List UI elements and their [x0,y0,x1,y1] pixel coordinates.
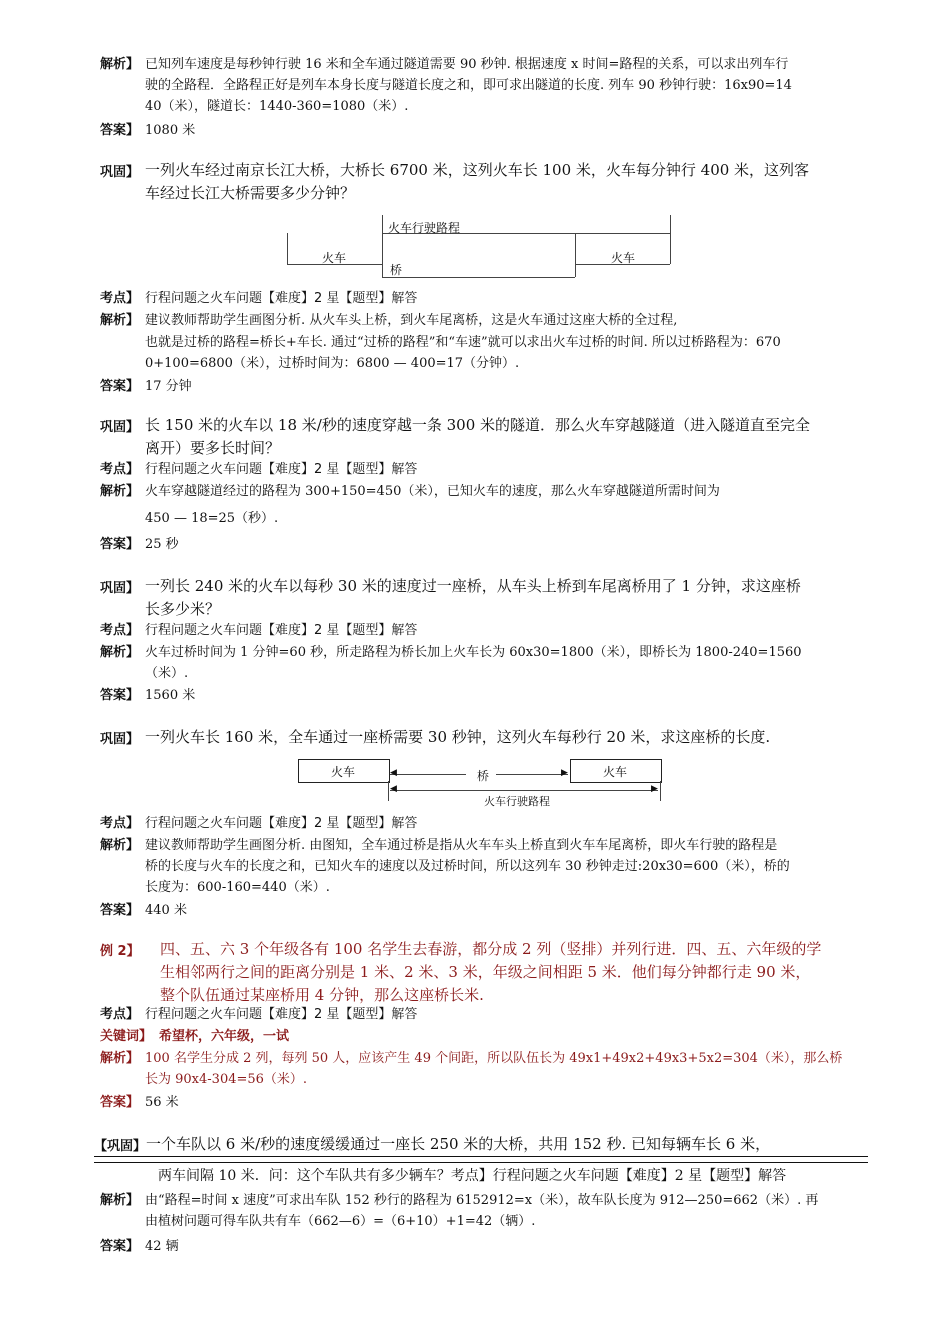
question-block [100,726,872,749]
question-line: 一列长 240 米的火车以每秒 30 米的速度过一座桥，从车头上桥到车尾离桥用了 1 分钟，求这座桥 [145,577,801,595]
answer-text: 1080 米 [145,123,196,138]
answer-label: 答案】 [100,123,140,138]
bridge-label: 桥 [390,263,403,277]
answer-label: 答案】 [100,1095,140,1110]
question-block [100,575,872,621]
bridge-arrow-left [390,774,466,775]
analysis-block [100,54,872,117]
analysis-line: 长为 90x4-304=56（米）. [145,1072,308,1087]
analysis-line: 火车穿越隧道经过的路程为 300+150=450（米），已知火车的速度，那么火车穿越隧道所需时间为 [145,484,720,499]
topic-text: 行程问题之火车问题【难度】2 星【题型】解答 [145,816,418,831]
analysis-block [100,835,872,898]
train-left-label: 火车 [331,765,356,779]
keywords-label: 关键词】 [100,1029,153,1044]
analysis-line: 火车过桥时间为 1 分钟=60 秒，所走路程为桥长加上火车长为 60x30=1800（米），即桥长为 1800-240=1560 [145,645,802,660]
analysis-block [100,481,872,529]
answer-text: 56 米 [145,1095,179,1110]
topic-label: 考点】 [100,623,140,638]
question-line: 长 150 米的火车以 18 米/秒的速度穿越一条 300 米的隧道．那么火车穿越隧道（进入隧道直至完全 [145,416,811,434]
train-right-label: 火车 [603,765,628,779]
analysis-line: 0+100=6800（米），过桥时间为：6800 — 400=17（分钟）. [145,356,520,371]
analysis-line: 建议教师帮助学生画图分析. 从火车头上桥，到火车尾离桥，这是火车通过这座大桥的全过程, [145,313,678,328]
question-line: 两车间隔 10 米．问：这个车队共有多少辆车？考点】行程问题之火车问题【难度】2 星【题型】解答 [158,1168,787,1184]
answer-text: 440 米 [145,903,187,918]
keywords-text: 希望杯，六年级，一试 [159,1029,290,1044]
topic-label: 考点】 [100,291,140,306]
bridge-diagram-2 [298,759,660,809]
bridge-diagram-1 [287,215,672,277]
consolidate-label: 巩固】 [100,581,140,596]
question-line: 长多少米？ [145,600,221,618]
topic-text: 行程问题之火车问题【难度】2 星【题型】解答 [145,1007,418,1022]
question-line: 一列火车经过南京长江大桥，大桥长 6700 米，这列火车长 100 米，火车每分钟行 400 米，这列客 [145,161,810,179]
answer-text: 17 分钟 [145,379,192,394]
answer-label: 答案】 [100,537,140,552]
arrow-right-icon: ▶ [561,768,568,778]
path-arrow-line [390,790,658,791]
train-left-edge [287,233,288,264]
answer-label: 答案】 [100,688,140,703]
question-block [100,159,872,205]
answer-block [100,376,872,397]
question-line: 车经过长江大桥需要多少分钟？ [145,184,356,202]
answer-block [100,685,872,706]
analysis-line: 100 名学生分成 2 列，每列 50 人，应该产生 49 个间距，所以队伍长为 49x1+49x2+49x3+5x2=304（米），那么桥 [145,1051,843,1066]
bridge-label: 桥 [477,769,490,783]
answer-block [100,534,872,555]
bridge-base [382,277,575,278]
topic-text: 行程问题之火车问题【难度】2 星【题型】解答 [145,291,418,306]
analysis-line: 由植树问题可得车队共有车（662—6）=（6+10）+1=42（辆）. [145,1214,536,1229]
question-block [94,1133,874,1156]
answer-label: 答案】 [100,379,140,394]
answer-label: 答案】 [100,1239,140,1254]
path-label: 火车行驶路程 [484,795,550,808]
analysis-label: 解析】 [100,1193,140,1208]
question-line: 一列火车长 160 米，全车通过一座桥需要 30 秒钟，这列火车每秒行 20 米，求这座桥的长度. [145,728,771,746]
analysis-block [100,1190,872,1232]
bridge-start-line [382,215,383,277]
topic-block [100,288,872,309]
path-label: 火车行驶路程 [388,221,461,235]
topic-block [100,620,872,641]
train-right-edge [670,237,671,264]
answer-text: 42 辆 [145,1239,179,1254]
analysis-line: 也就是过桥的路程=桥长+车长. 通过“过桥的路程”和“车速”就可以求出火车过桥的时间. 所以过桥路程为：670 [145,335,781,350]
consolidate-label: 【巩固】 [94,1139,147,1154]
consolidate-label: 巩固】 [100,732,140,747]
analysis-line: 桥的长度与火车的长度之和，已知火车的速度以及过桥时间，所以这列车 30 秒钟走过:20x30=600（米），桥的 [145,859,790,874]
analysis-line: 450 — 18=25（秒）. [145,511,279,526]
analysis-label: 解析】 [100,1051,140,1066]
question-continuation [158,1166,870,1187]
divider-bottom [94,1162,868,1163]
arrow-left-icon: ◀ [390,768,397,778]
answer-text: 25 秒 [145,537,179,552]
divider-top [94,1156,868,1157]
topic-label: 考点】 [100,1007,140,1022]
bridge-end-line [575,233,576,277]
example-label: 例 2】 [100,944,140,959]
topic-block [100,813,872,834]
analysis-line: （米）. [145,666,189,681]
topic-label: 考点】 [100,816,140,831]
topic-label: 考点】 [100,462,140,477]
topic-text: 行程问题之火车问题【难度】2 星【题型】解答 [145,462,418,477]
question-line: 离开）要多长时间？ [145,439,281,457]
analysis-line: 长度为：600-160=440（米）. [145,880,330,895]
question-line: 四、五、六 3 个年级各有 100 名学生去春游，都分成 2 列（竖排）并列行进．四、五、六年级的学 [160,940,822,958]
analysis-label: 解析】 [100,484,140,499]
arrow-right-icon: ▶ [651,784,658,794]
bridge-arrow-right [496,774,568,775]
answer-block [100,120,872,141]
bridge-start-tick [388,781,389,801]
question-block [100,414,872,460]
analysis-line: 40（米），隧道长：1440-360=1080（米）. [145,99,409,114]
example-question-block [100,938,872,1007]
topic-text: 行程问题之火车问题【难度】2 星【题型】解答 [145,623,418,638]
answer-text: 1560 米 [145,688,196,703]
question-line: 生相邻两行之间的距离分别是 1 米、2 米、3 米，年级之间相距 5 米．他们每分钟都行走 90 米， [160,963,811,981]
answer-label: 答案】 [100,903,140,918]
question-line: 整个队伍通过某座桥用 4 分钟，那么这座桥长米. [160,986,484,1004]
analysis-label: 解析】 [100,57,140,72]
answer-block [100,1092,872,1113]
analysis-block [100,310,872,374]
analysis-line: 建议教师帮助学生画图分析. 由图知，全车通过桥是指从火车车头上桥直到火车车尾离桥，即火车行驶的路程是 [145,838,778,853]
analysis-line: 驶的全路程．全路程正好是列车本身长度与隧道长度之和，即可求出隧道的长度. 列车 90 秒钟行驶：16x90=14 [145,78,792,93]
analysis-line: 由“路程=时间 x 速度”可求出车队 152 秒行的路程为 6152912=x（米），故车队长度为 912—250=662（米）. 再 [145,1193,819,1208]
topic-block [100,1004,872,1025]
analysis-label: 解析】 [100,838,140,853]
analysis-line: 已知列车速度是每秒钟行驶 16 米和全车通过隧道需要 90 秒钟. 根据速度 x 时间=路程的关系，可以求出列车行 [145,57,789,72]
analysis-label: 解析】 [100,313,140,328]
topic-block [100,459,872,480]
path-end-tick [660,781,661,801]
analysis-label: 解析】 [100,645,140,660]
consolidate-label: 巩固】 [100,420,140,435]
path-end-line [670,215,671,237]
consolidate-label: 巩固】 [100,165,140,180]
analysis-block [100,1048,872,1090]
arrow-left-icon: ◀ [390,784,397,794]
question-line: 一个车队以 6 米/秒的速度缓缓通过一座长 250 米的大桥，共用 152 秒. 已知每辆车长 6 米， [146,1135,771,1153]
answer-block [100,900,872,921]
train-left-label: 火车 [322,251,347,265]
answer-block [100,1236,872,1257]
keywords-block [100,1026,872,1047]
train-right-label: 火车 [611,251,636,265]
analysis-block [100,642,872,684]
